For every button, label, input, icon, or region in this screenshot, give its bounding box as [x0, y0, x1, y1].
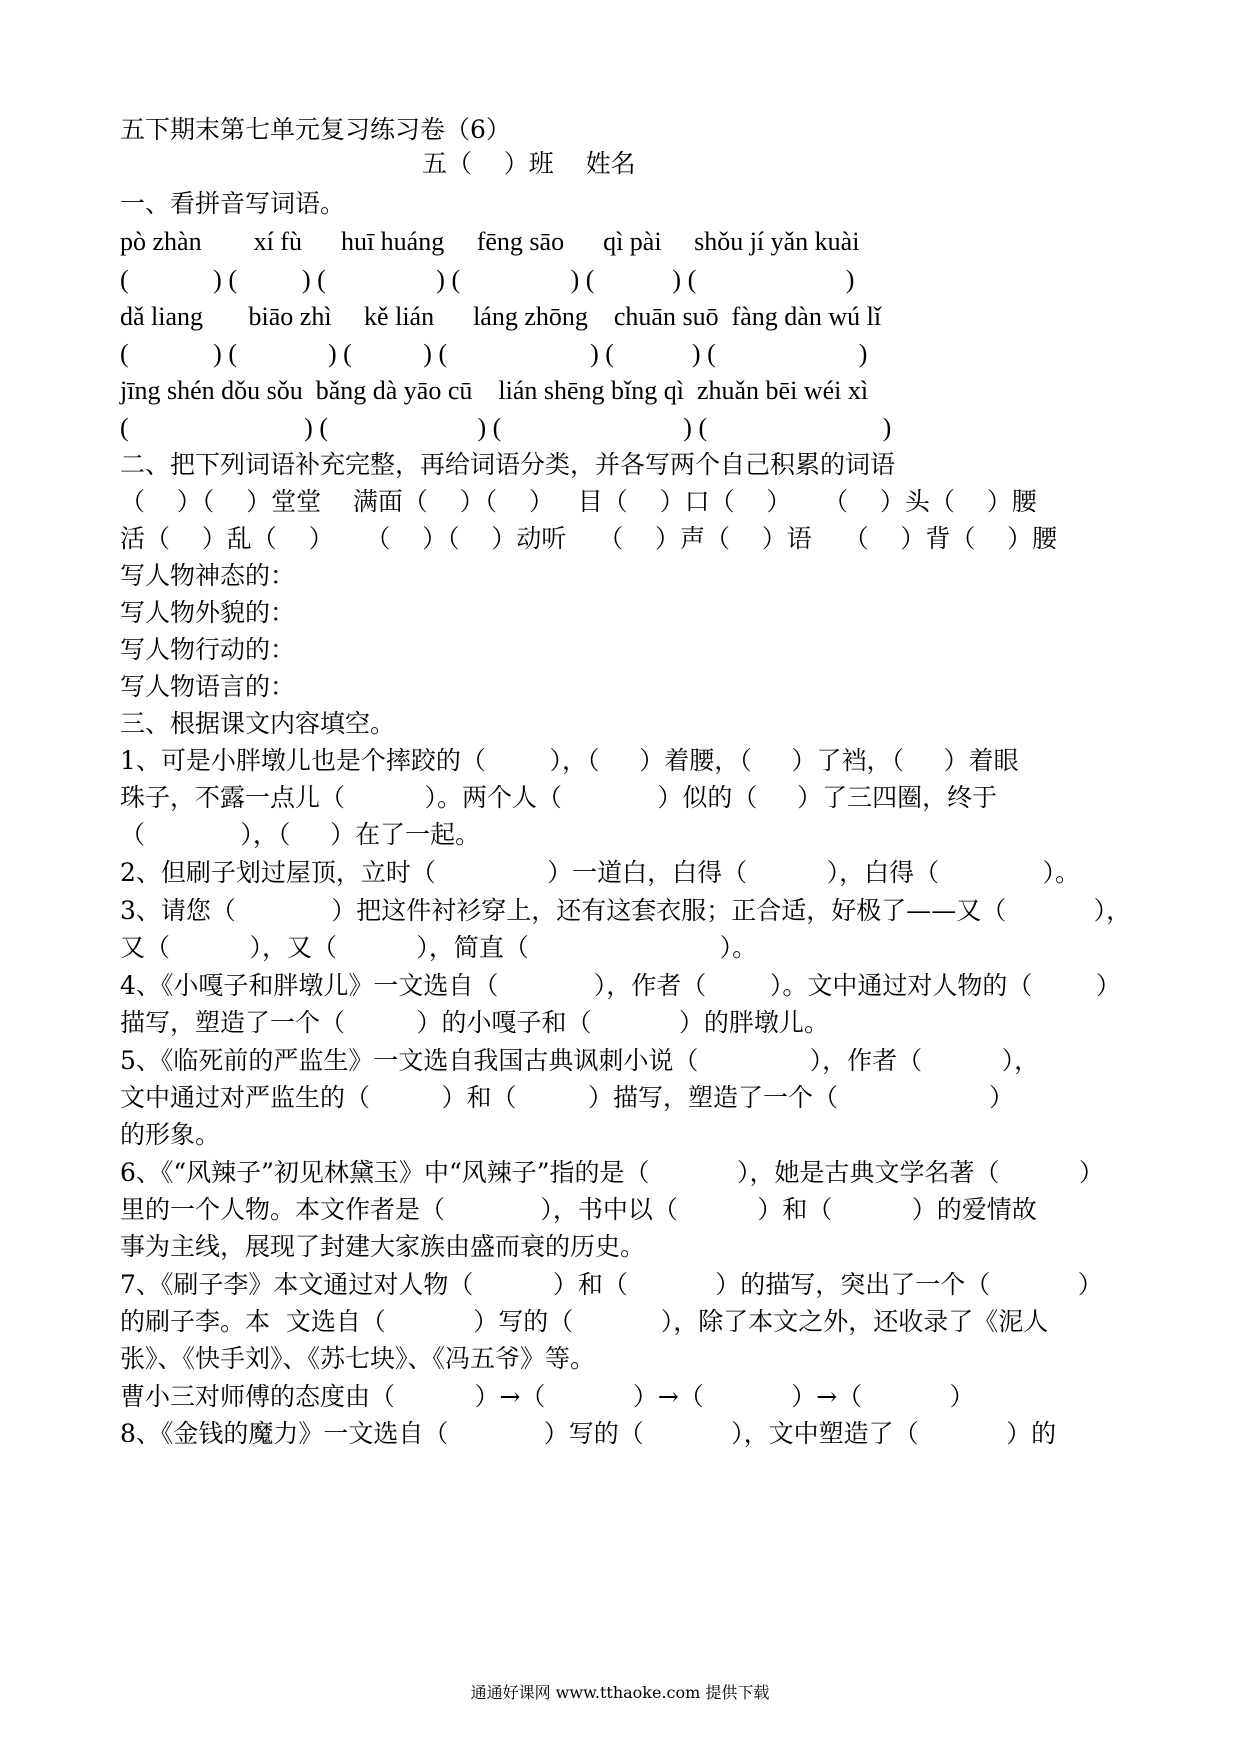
idiom-row-2: 活（ ）乱（ ） （ ）（ ）动听 （ ）声（ ）语 （ ）背（ ）腰 [120, 524, 1058, 553]
fill-line: 描写，塑造了一个（ ）的小嘎子和（ ）的胖墩儿。 [120, 1008, 829, 1037]
pinyin-row-2: dǎ liang biāo zhì kě lián láng zhōng chuān suō fàng dàn wú lǐ [120, 302, 882, 331]
category-action: 写人物行动的： [120, 635, 296, 664]
fill-line: 7、《刷子李》本文通过对人物（ ）和（ ）的描写，突出了一个（ ） [120, 1270, 1103, 1299]
fill-line: 张》、《快手刘》、《苏七块》、《冯五爷》等。 [120, 1344, 596, 1373]
footer-source: 通通好课网 www.tthaoke.com 提供下载 [470, 1683, 770, 1702]
class-name-line: 五（ ）班 姓名 [422, 149, 636, 178]
fill-line: 珠子，不露一点儿（ ）。两个人（ ）似的（ ）了三四圈，终于 [120, 783, 998, 812]
section3-heading: 三、根据课文内容填空。 [120, 709, 396, 738]
fill-line: 的形象。 [120, 1120, 221, 1149]
idiom-row-1: （ ）（ ）堂堂 满面（ ）（ ） 目（ ）口（ ） （ ）头（ ）腰 [120, 487, 1037, 516]
fill-line: 4、《小嘎子和胖墩儿》一文选自（ ），作者（ ）。文中通过对人物的（ ） [120, 971, 1121, 1000]
fill-line: 5、《临死前的严监生》一文选自我国古典讽刺小说（ ），作者（ ）， [120, 1046, 1040, 1075]
fill-line: 又（ ），又（ ），简直（ ）。 [120, 933, 758, 962]
category-expression: 写人物神态的： [120, 561, 296, 590]
fill-line: 1、可是小胖墩儿也是个摔跤的（ ），（ ）着腰，（ ）了裆，（ ）着眼 [120, 746, 1019, 775]
blank-row-2: ( ) ( ) ( ) ( ) ( ) ( ) [120, 339, 868, 368]
section1-heading: 一、看拼音写词语。 [120, 189, 346, 218]
fill-line: 8、《金钱的魔力》一文选自（ ）写的（ ），文中塑造了（ ）的 [120, 1419, 1057, 1448]
fill-line: 2、但刷子划过屋顶，立时（ ）一道白，白得（ ），白得（ ）。 [120, 858, 1080, 887]
pinyin-row-1: pò zhàn xí fù huī huáng fēng sāo qì pài shǒu jí yǎn kuài [120, 227, 860, 256]
fill-line: 6、《“风辣子”初见林黛玉》中“风辣子”指的是（ ），她是古典文学名著（ ） [120, 1158, 1104, 1187]
pinyin-row-3: jīng shén dǒu sǒu bǎng dà yāo cū lián shēng bǐng qì zhuǎn bēi wéi xì [120, 376, 869, 405]
fill-line: 文中通过对严监生的（ ）和（ ）描写，塑造了一个（ ） [120, 1083, 1015, 1112]
category-speech: 写人物语言的： [120, 672, 296, 701]
fill-line: 里的一个人物。本文作者是（ ），书中以（ ）和（ ）的爱情故 [120, 1195, 1037, 1224]
blank-row-1: ( ) ( ) ( ) ( ) ( ) ( ) [120, 265, 855, 294]
fill-line: （ ），（ ）在了一起。 [120, 820, 481, 849]
fill-line: 事为主线，展现了封建大家族由盛而衰的历史。 [120, 1232, 646, 1261]
category-appearance: 写人物外貌的： [120, 598, 296, 627]
worksheet-title: 五下期末第七单元复习练习卷（6） [120, 115, 511, 144]
blank-row-3: ( ) ( ) ( ) ( ) [120, 413, 892, 442]
fill-line: 的刷子李。本 文选自（ ）写的（ ），除了本文之外，还收录了《泥人 [120, 1307, 1049, 1336]
fill-line: 3、请您（ ）把这件衬衫穿上，还有这套衣服；正合适，好极了——又（ ）， [120, 896, 1132, 925]
section2-heading: 二、把下列词语补充完整，再给词语分类，并各写两个自己积累的词语 [120, 450, 896, 479]
fill-line: 曹小三对师傅的态度由（ ）→（ ）→（ ）→（ ） [120, 1382, 975, 1411]
